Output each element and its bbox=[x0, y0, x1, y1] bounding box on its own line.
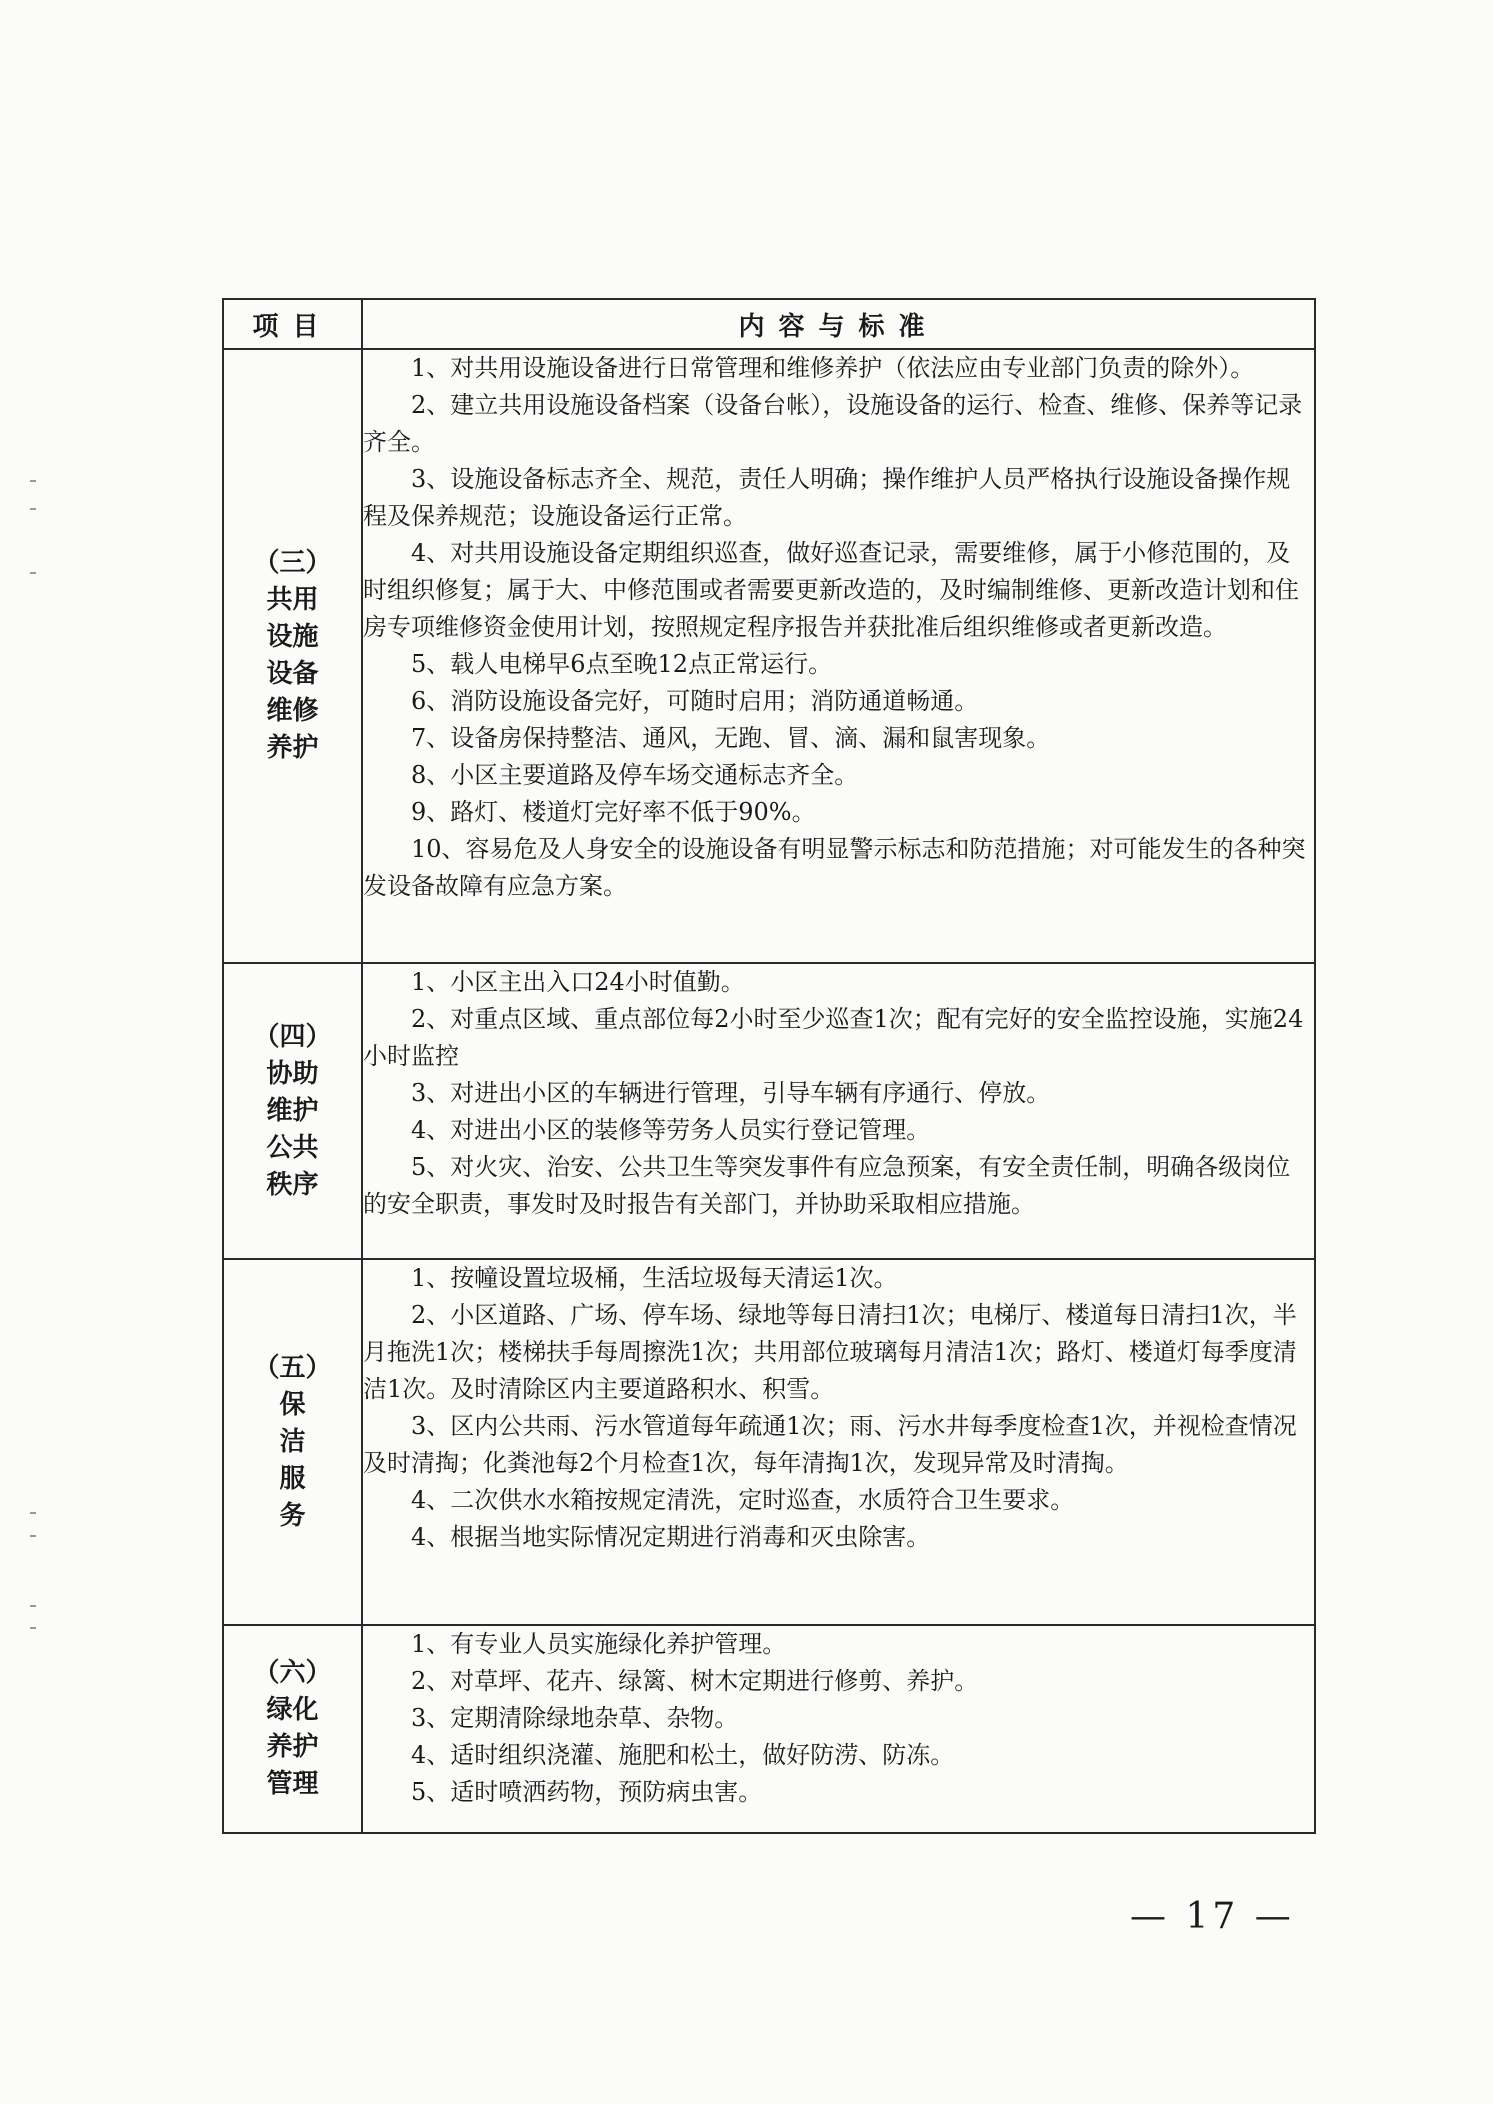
list-item: 3、设施设备标志齐全、规范，责任人明确；操作维护人员严格执行设施设备操作规程及保养规范；设施设备运行正常。 bbox=[363, 465, 1291, 530]
label-line: 绿化 bbox=[266, 1695, 319, 1725]
list-item: 10、容易危及人身安全的设施设备有明显警示标志和防范措施；对可能发生的各种突发设备故障有应急方案。 bbox=[363, 835, 1306, 900]
list-item: 4、对进出小区的装修等劳务人员实行登记管理。 bbox=[411, 1116, 931, 1144]
scan-mark bbox=[30, 480, 36, 482]
table-row bbox=[223, 963, 1315, 1259]
standards-table bbox=[222, 298, 1316, 1834]
label-line: （五） bbox=[253, 1352, 332, 1383]
list-item: 1、对共用设施设备进行日常管理和维修养护（依法应由专业部门负责的除外）。 bbox=[411, 354, 1255, 382]
list-item: 1、小区主出入口24小时值勤。 bbox=[411, 968, 745, 996]
table-row bbox=[223, 1259, 1315, 1625]
label-line: 管理 bbox=[266, 1769, 319, 1799]
list-item: 4、适时组织浇灌、施肥和松土，做好防涝、防冻。 bbox=[411, 1741, 955, 1769]
label-line: 公共 bbox=[266, 1132, 319, 1163]
section-label bbox=[223, 963, 362, 1259]
label-line: 维护 bbox=[266, 1095, 319, 1126]
list-item: 4、二次供水水箱按规定清洗，定时巡查，水质符合卫生要求。 bbox=[411, 1486, 1075, 1514]
label-line: 服 bbox=[279, 1463, 306, 1494]
list-item: 3、对进出小区的车辆进行管理，引导车辆有序通行、停放。 bbox=[411, 1079, 1051, 1107]
page-number: — 17 — bbox=[1130, 1896, 1295, 1937]
label-line: （六） bbox=[253, 1658, 332, 1688]
scan-mark bbox=[30, 1605, 36, 1607]
list-item: 5、对火灾、治安、公共卫生等突发事件有应急预案，有安全责任制，明确各级岗位的安全职责，事发时及时报告有关部门，并协助采取相应措施。 bbox=[363, 1153, 1291, 1218]
list-item: 2、对草坪、花卉、绿篱、树木定期进行修剪、养护。 bbox=[411, 1667, 979, 1695]
list-item: 5、适时喷洒药物，预防病虫害。 bbox=[411, 1778, 763, 1806]
list-item: 4、根据当地实际情况定期进行消毒和灭虫除害。 bbox=[411, 1523, 931, 1551]
table-header-row bbox=[223, 299, 1315, 349]
section-content bbox=[362, 349, 1315, 963]
label-line: 养护 bbox=[266, 1732, 319, 1762]
list-item: 1、按幢设置垃圾桶，生活垃圾每天清运1次。 bbox=[411, 1264, 898, 1292]
label-line: 秩序 bbox=[266, 1169, 319, 1200]
label-line: 维修 bbox=[266, 696, 319, 726]
table-row bbox=[223, 349, 1315, 963]
section-label bbox=[223, 1625, 362, 1833]
scan-mark bbox=[30, 1535, 36, 1537]
scan-mark bbox=[30, 508, 36, 510]
label-line: 协助 bbox=[266, 1058, 319, 1089]
list-item: 2、对重点区域、重点部位每2小时至少巡查1次；配有完好的安全监控设施，实施24小时监控 bbox=[363, 1005, 1304, 1070]
list-item: 6、消防设施设备完好，可随时启用；消防通道畅通。 bbox=[411, 687, 979, 715]
table-row bbox=[223, 1625, 1315, 1833]
label-line: 洁 bbox=[279, 1426, 306, 1457]
header-item: 项目 bbox=[223, 299, 362, 349]
list-item: 5、载人电梯早6点至晚12点正常运行。 bbox=[411, 650, 833, 678]
list-item: 7、设备房保持整洁、通风，无跑、冒、滴、漏和鼠害现象。 bbox=[411, 724, 1051, 752]
label-line: 共用 bbox=[266, 585, 319, 615]
scan-mark bbox=[30, 1627, 36, 1629]
label-line: 养护 bbox=[266, 733, 319, 763]
list-item: 4、对共用设施设备定期组织巡查，做好巡查记录，需要维修，属于小修范围的，及时组织修复；属于大、中修范围或者需要更新改造的，及时编制维修、更新改造计划和住房专项维修资金使用计划，按照规定程序报告并获批准后组织维修或者更新改造。 bbox=[363, 539, 1299, 641]
section-label bbox=[223, 349, 362, 963]
section-content bbox=[362, 1625, 1315, 1833]
label-line: （四） bbox=[253, 1021, 332, 1052]
scan-mark bbox=[30, 572, 36, 574]
section-label bbox=[223, 1259, 362, 1625]
section-content bbox=[362, 1259, 1315, 1625]
label-line: 保 bbox=[279, 1389, 306, 1420]
header-content: 内容与标准 bbox=[362, 299, 1315, 349]
list-item: 9、路灯、楼道灯完好率不低于90%。 bbox=[411, 798, 816, 826]
list-item: 2、小区道路、广场、停车场、绿地等每日清扫1次；电梯厅、楼道每日清扫1次，半月拖洗1次；楼梯扶手每周擦洗1次；共用部位玻璃每月清洁1次；路灯、楼道灯每季度清洁1次。及时清除区内主要道路积水、积雪。 bbox=[363, 1301, 1297, 1403]
label-line: 务 bbox=[279, 1500, 306, 1531]
label-line: 设施 bbox=[266, 622, 319, 652]
section-content bbox=[362, 963, 1315, 1259]
list-item: 3、定期清除绿地杂草、杂物。 bbox=[411, 1704, 739, 1732]
label-line: 设备 bbox=[266, 659, 319, 689]
list-item: 3、区内公共雨、污水管道每年疏通1次；雨、污水井每季度检查1次，并视检查情况及时清掏；化粪池每2个月检查1次，每年清掏1次，发现异常及时清掏。 bbox=[363, 1412, 1297, 1477]
list-item: 2、建立共用设施设备档案（设备台帐），设施设备的运行、检查、维修、保养等记录齐全。 bbox=[363, 391, 1303, 456]
label-line: （三） bbox=[253, 548, 332, 578]
list-item: 1、有专业人员实施绿化养护管理。 bbox=[411, 1630, 787, 1658]
scan-mark bbox=[30, 1512, 36, 1514]
list-item: 8、小区主要道路及停车场交通标志齐全。 bbox=[411, 761, 859, 789]
